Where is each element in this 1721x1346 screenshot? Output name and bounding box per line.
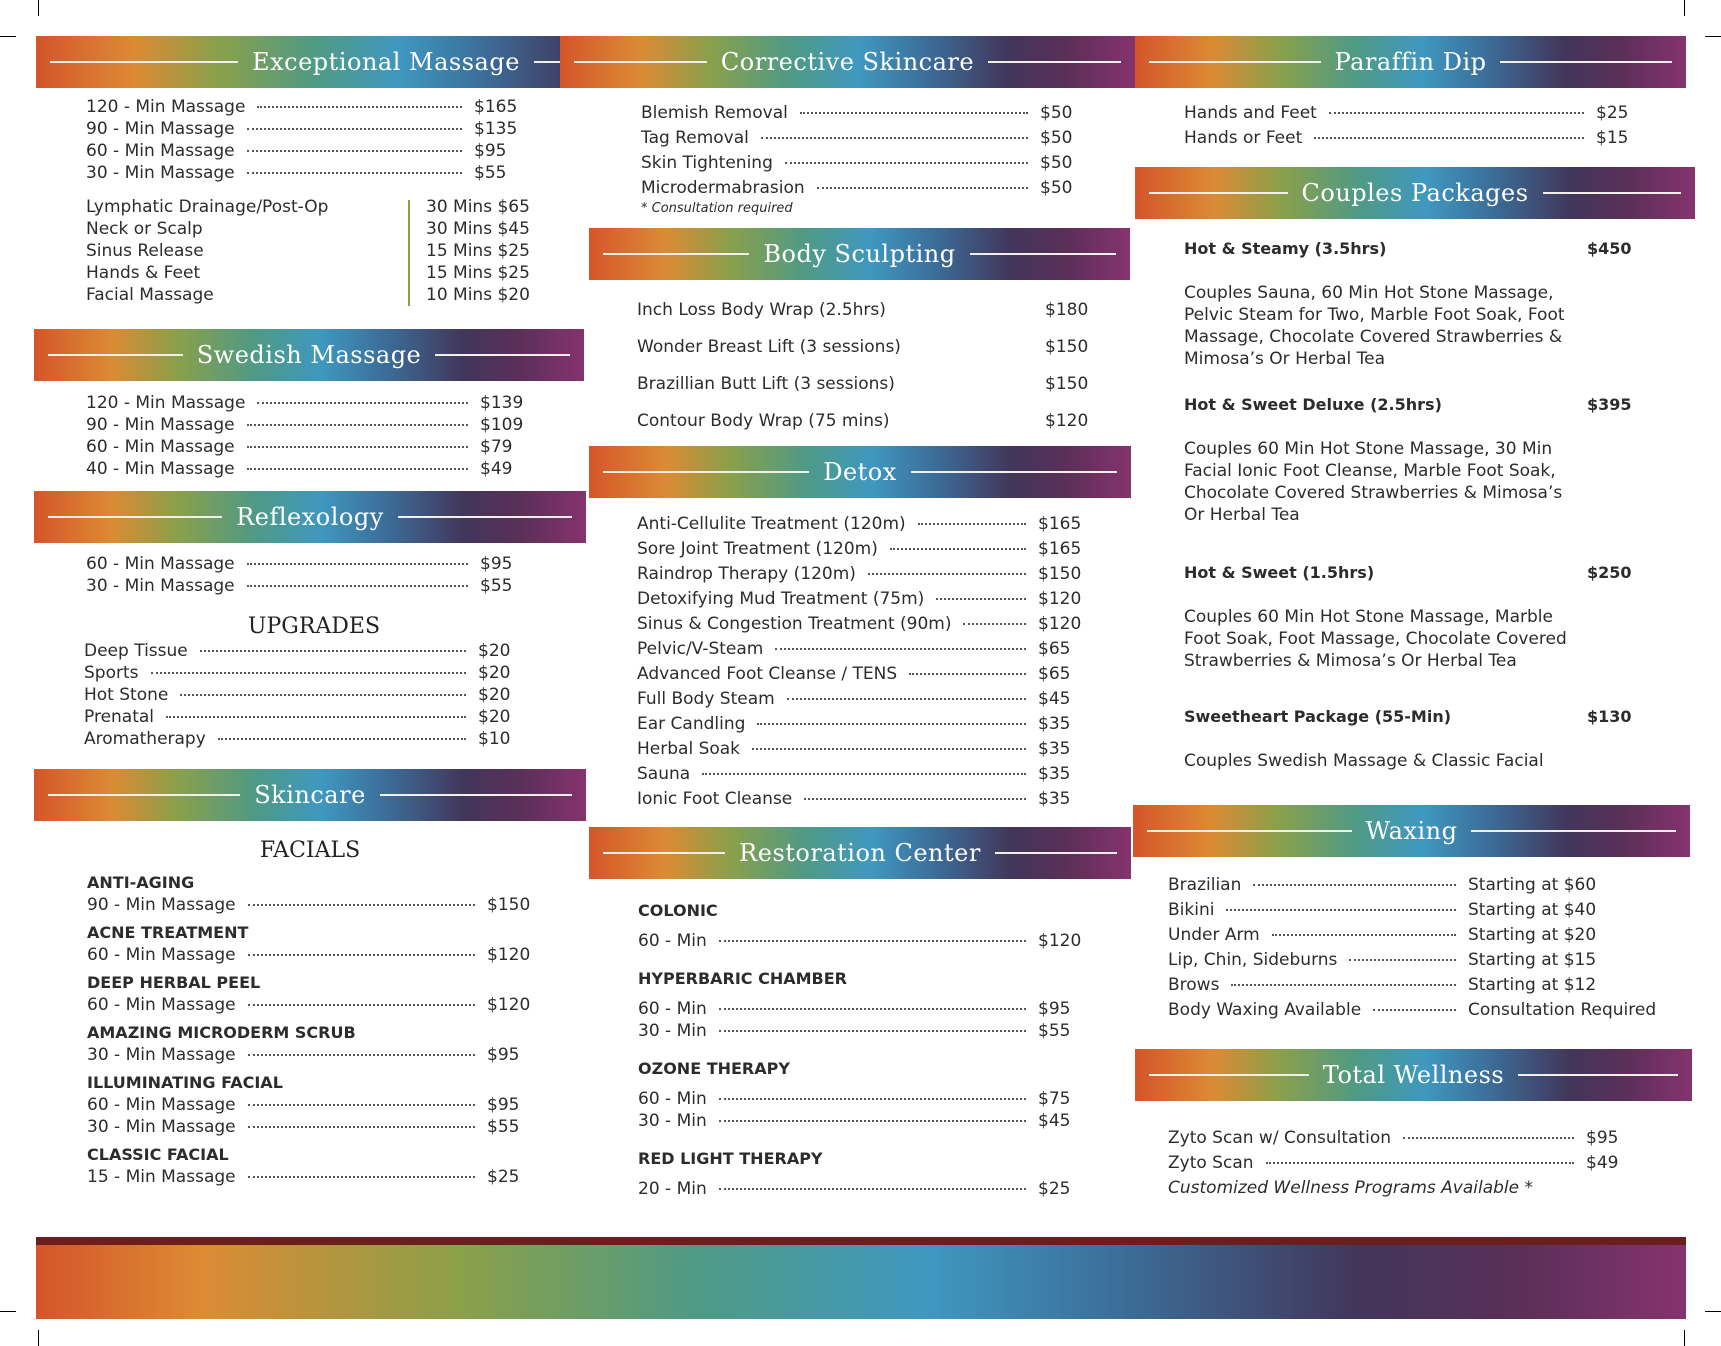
upgrades-list [84,640,530,750]
exceptional-massage-addons [86,196,536,306]
list-item: Facial Massage 10 Mins $20 [86,285,530,305]
list-item: 30 - Min Massage $95 [87,1045,520,1065]
restoration-center-list [638,900,1084,1200]
paraffin-dip-header [1135,36,1686,88]
list-item: 120 - Min Massage $165 [86,97,518,117]
list-item: Hot Stone $20 [84,685,511,705]
detox-header [589,446,1131,498]
list-item: 90 - Min Massage $109 [86,415,524,435]
list-item: 60 - Min Massage $95 [87,1095,520,1115]
list-item: Brazillian Butt Lift (3 sessions) $150 [637,374,1089,394]
list-item: Raindrop Therapy (120m) $150 [637,564,1082,584]
divider [408,200,410,306]
list-item: Hands or Feet $15 [1184,128,1629,148]
list-item: 60 - Min $120 [638,931,1082,951]
paraffin-dip-list [1184,101,1636,151]
list-item: Prenatal $20 [84,707,511,727]
crop-mark [1705,1311,1721,1312]
list-item: Sports $20 [84,663,511,683]
list-item: Brazilian Starting at $60 [1168,875,1597,895]
paraffin-dip-title: Paraffin Dip [1334,48,1487,76]
list-item: Zyto Scan $49 [1168,1153,1619,1173]
restoration-center-header [589,827,1131,879]
waxing-header [1133,805,1690,857]
couples-packages-list [1184,238,1659,772]
package-header: Hot & Sweet (1.5hrs) $250 [1184,563,1632,582]
list-item: Sinus Release 15 Mins $25 [86,241,530,261]
list-item: Under Arm Starting at $20 [1168,925,1597,945]
group-heading: DEEP HERBAL PEEL [87,973,261,992]
list-item: Lip, Chin, Sideburns Starting at $15 [1168,950,1597,970]
list-item: 30 - Min Massage $55 [86,576,513,596]
group-heading: ILLUMINATING FACIAL [87,1073,283,1092]
facials-list [87,872,537,1188]
list-item: Hands & Feet 15 Mins $25 [86,263,530,283]
list-item: Inch Loss Body Wrap (2.5hrs) $180 [637,300,1089,320]
list-item: Contour Body Wrap (75 mins) $120 [637,411,1089,431]
list-item: Deep Tissue $20 [84,641,511,661]
list-item: Full Body Steam $45 [637,689,1071,709]
list-item: Hands and Feet $25 [1184,103,1629,123]
facials-heading: FACIALS [259,838,361,863]
group-heading: ANTI-AGING [87,873,195,892]
group-heading: ACNE TREATMENT [87,923,249,942]
group-heading: RED LIGHT THERAPY [638,1149,823,1168]
list-item: Tag Removal $50 [641,128,1073,148]
list-item: Wonder Breast Lift (3 sessions) $150 [637,337,1089,357]
list-item: Anti-Cellulite Treatment (120m) $165 [637,514,1082,534]
list-item: Microdermabrasion $50 [641,178,1073,198]
detox-title: Detox [823,458,897,486]
list-item: 120 - Min Massage $139 [86,393,524,413]
exceptional-massage-list [86,96,526,184]
corrective-skincare-title: Corrective Skincare [720,48,975,76]
exceptional-massage-title: Exceptional Massage [252,48,520,76]
group-heading: AMAZING MICRODERM SCRUB [87,1023,356,1042]
list-item: Blemish Removal $50 [641,103,1073,123]
list-item: Bikini Starting at $40 [1168,900,1597,920]
list-item: 60 - Min Massage $95 [86,141,507,161]
couples-packages-title: Couples Packages [1301,179,1529,207]
list-item: Ionic Foot Cleanse $35 [637,789,1071,809]
couples-packages-header [1135,167,1695,219]
list-item: 60 - Min $95 [638,999,1071,1019]
crop-mark [38,1330,39,1346]
corrective-skincare-list [641,101,1078,216]
list-item: Lymphatic Drainage/Post-Op 30 Mins $65 [86,197,530,217]
waxing-list [1168,873,1664,1023]
list-item: Brows Starting at $12 [1168,975,1597,995]
group-heading: HYPERBARIC CHAMBER [638,969,847,988]
reflexology-header [34,491,586,543]
list-item: Aromatherapy $10 [84,729,511,749]
list-item: Neck or Scalp 30 Mins $45 [86,219,530,239]
list-item: 60 - Min Massage $120 [87,995,531,1015]
crop-mark [38,0,39,16]
reflexology-list [86,553,532,597]
list-item: 60 - Min Massage $95 [86,554,513,574]
list-item: 20 - Min $25 [638,1179,1071,1199]
restoration-center-title: Restoration Center [739,839,981,867]
total-wellness-header [1135,1049,1692,1101]
detox-list [637,512,1082,812]
group-heading: CLASSIC FACIAL [87,1145,229,1164]
swedish-massage-list [86,392,532,480]
list-item: Sinus & Congestion Treatment (90m) $120 [637,614,1082,634]
list-item: Herbal Soak $35 [637,739,1071,759]
group-heading: OZONE THERAPY [638,1059,790,1078]
group-heading: COLONIC [638,901,718,920]
reflexology-title: Reflexology [236,503,384,531]
total-wellness-list [1168,1126,1628,1201]
list-item: Advanced Foot Cleanse / TENS $65 [637,664,1071,684]
body-sculpting-list [637,292,1087,440]
crop-mark [0,1311,16,1312]
list-item: 30 - Min Massage $55 [87,1117,520,1137]
list-item: 30 - Min Massage $55 [86,163,507,183]
crop-mark [1705,36,1721,37]
list-item: Sore Joint Treatment (120m) $165 [637,539,1082,559]
total-wellness-title: Total Wellness [1322,1061,1505,1089]
crop-mark [1684,0,1685,16]
package-header: Hot & Steamy (3.5hrs) $450 [1184,239,1632,258]
list-item: 15 - Min Massage $25 [87,1167,520,1187]
list-item: Pelvic/V-Steam $65 [637,639,1071,659]
list-item: 60 - Min Massage $120 [87,945,531,965]
list-item: 40 - Min Massage $49 [86,459,513,479]
list-item: 90 - Min Massage $150 [87,895,531,915]
body-sculpting-header [589,228,1130,280]
swedish-massage-title: Swedish Massage [196,341,422,369]
list-item: 30 - Min $45 [638,1111,1071,1131]
list-item: 90 - Min Massage $135 [86,119,518,139]
package-header: Sweetheart Package (55-Min) $130 [1184,707,1632,726]
list-item: Detoxifying Mud Treatment (75m) $120 [637,589,1082,609]
swedish-massage-header [34,329,584,381]
package-description: Couples 60 Min Hot Stone Massage, 30 Min Facial Ionic Foot Cleanse, Marble Foot Soak, Chocolate Covered Strawberries & Mimosa’s Or Herbal Tea [1184,439,1563,525]
list-item: Body Waxing Available Consultation Required [1168,1000,1657,1020]
package-description: Couples Swedish Massage & Classic Facial [1184,751,1544,771]
list-item: 60 - Min Massage $79 [86,437,513,457]
corrective-skincare-header [560,36,1135,88]
list-item: 30 - Min $55 [638,1021,1071,1041]
consultation-note: * Consultation required [641,201,793,216]
skincare-title: Skincare [254,781,366,809]
crop-mark [0,36,16,37]
list-item: Skin Tightening $50 [641,153,1073,173]
footer-gradient-band [36,1237,1686,1319]
list-item: 60 - Min $75 [638,1089,1071,1109]
package-header: Hot & Sweet Deluxe (2.5hrs) $395 [1184,395,1632,414]
list-item: Ear Candling $35 [637,714,1071,734]
list-item: Sauna $35 [637,764,1071,784]
list-item: Zyto Scan w/ Consultation $95 [1168,1128,1619,1148]
package-description: Couples 60 Min Hot Stone Massage, Marble Foot Soak, Foot Massage, Chocolate Covered Strawberries & Mimosa’s Or Herbal Tea [1184,607,1567,671]
crop-mark [1684,1330,1685,1346]
skincare-header [34,769,586,821]
wellness-note: Customized Wellness Programs Available * [1168,1178,1534,1198]
waxing-title: Waxing [1365,817,1458,845]
upgrades-heading: UPGRADES [247,614,381,639]
body-sculpting-title: Body Sculpting [763,240,956,268]
package-description: Couples Sauna, 60 Min Hot Stone Massage, Pelvic Steam for Two, Marble Foot Soak, Foot Massage, Chocolate Covered Strawberries & Mimosa’s Or Herbal Tea [1184,283,1565,369]
